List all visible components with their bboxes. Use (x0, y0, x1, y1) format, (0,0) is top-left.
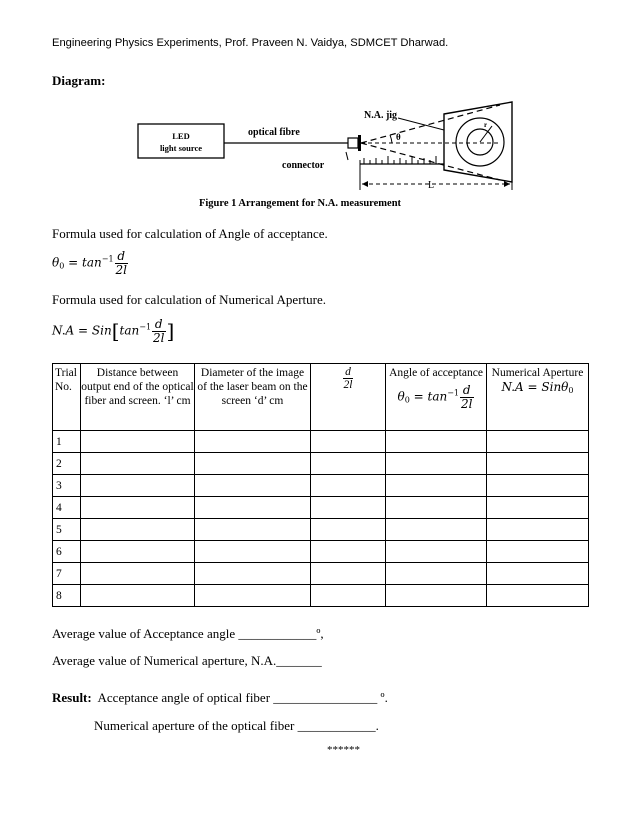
table-row (53, 431, 589, 453)
trial-number: 5 (53, 519, 81, 541)
header-na: Numerical Aperture N.A = Sinθ$_0$ (487, 364, 589, 431)
table-row (53, 563, 589, 585)
header-ratio: $\frac{d}{2l}$ (311, 364, 386, 431)
trial-number: 6 (53, 541, 81, 563)
trial-number: 1 (53, 431, 81, 453)
page-header: Engineering Physics Experiments, Prof. Praveen N. Vaidya, SDMCET Dharwad. (52, 37, 449, 49)
formula1-caption: Formula used for calculation of Angle of acceptance. (52, 226, 328, 241)
length-label: L (428, 180, 435, 191)
trial-number: 3 (53, 475, 81, 497)
connector-label: connector (282, 160, 325, 171)
led-label-2: light source (159, 143, 203, 153)
figure-caption: Figure 1 Arrangement for N.A. measurement (198, 198, 402, 209)
observation-table (52, 363, 589, 607)
table-row (53, 475, 589, 497)
na-jig-screen (444, 102, 512, 182)
theta-label: θ (396, 132, 401, 142)
formula-numerical-aperture: $N.A = Sin[\tan^{-1}$ $\frac{d}{2l}$ ] (52, 317, 175, 345)
radius-label: r (484, 121, 488, 129)
trial-number: 8 (53, 585, 81, 607)
table-row (53, 519, 589, 541)
header-trial: Trial No. (53, 364, 81, 431)
result-block (52, 690, 388, 706)
result-numerical-aperture: Numerical aperture of the optical fiber ____________. (94, 718, 379, 733)
formula-acceptance-angle: $\theta_0 = \tan^{-1}$ $\frac{d}{2l}$ (52, 249, 128, 277)
formula2-caption: Formula used for calculation of Numerical Aperture. (52, 292, 326, 307)
table-row (53, 541, 589, 563)
trial-number: 2 (53, 453, 81, 475)
trial-number: 4 (53, 497, 81, 519)
end-mark: ****** (327, 744, 360, 756)
table-header-row (53, 364, 589, 431)
header-distance: Distance between output end of the optical fiber and screen. ‘l’ cm (81, 364, 195, 431)
header-diameter: Diameter of the image of the laser beam on the screen ‘d’ cm (195, 364, 311, 431)
table-row (53, 497, 589, 519)
fibre-label: optical fibre (248, 127, 300, 138)
na-measurement-figure (120, 100, 540, 212)
jig-label: N.A. jig (364, 110, 398, 121)
trial-number: 7 (53, 563, 81, 585)
connector-body (348, 138, 358, 148)
average-numerical-aperture: Average value of Numerical aperture, N.A._______ (52, 653, 322, 668)
led-label-1: LED (172, 131, 190, 141)
connector-flange (358, 135, 361, 151)
header-angle: Angle of acceptance $\theta_0 = \tan^{-1}$ $\frac{d}{2l}$ (386, 364, 487, 431)
result-acceptance-angle: Acceptance angle of optical fiber ________________ º. (97, 690, 388, 705)
result-label: Result: (52, 690, 92, 705)
table-row (53, 453, 589, 475)
table-row (53, 585, 589, 607)
diagram-heading: Diagram: (52, 73, 106, 88)
average-acceptance-angle: Average value of Acceptance angle ____________º, (52, 626, 324, 641)
